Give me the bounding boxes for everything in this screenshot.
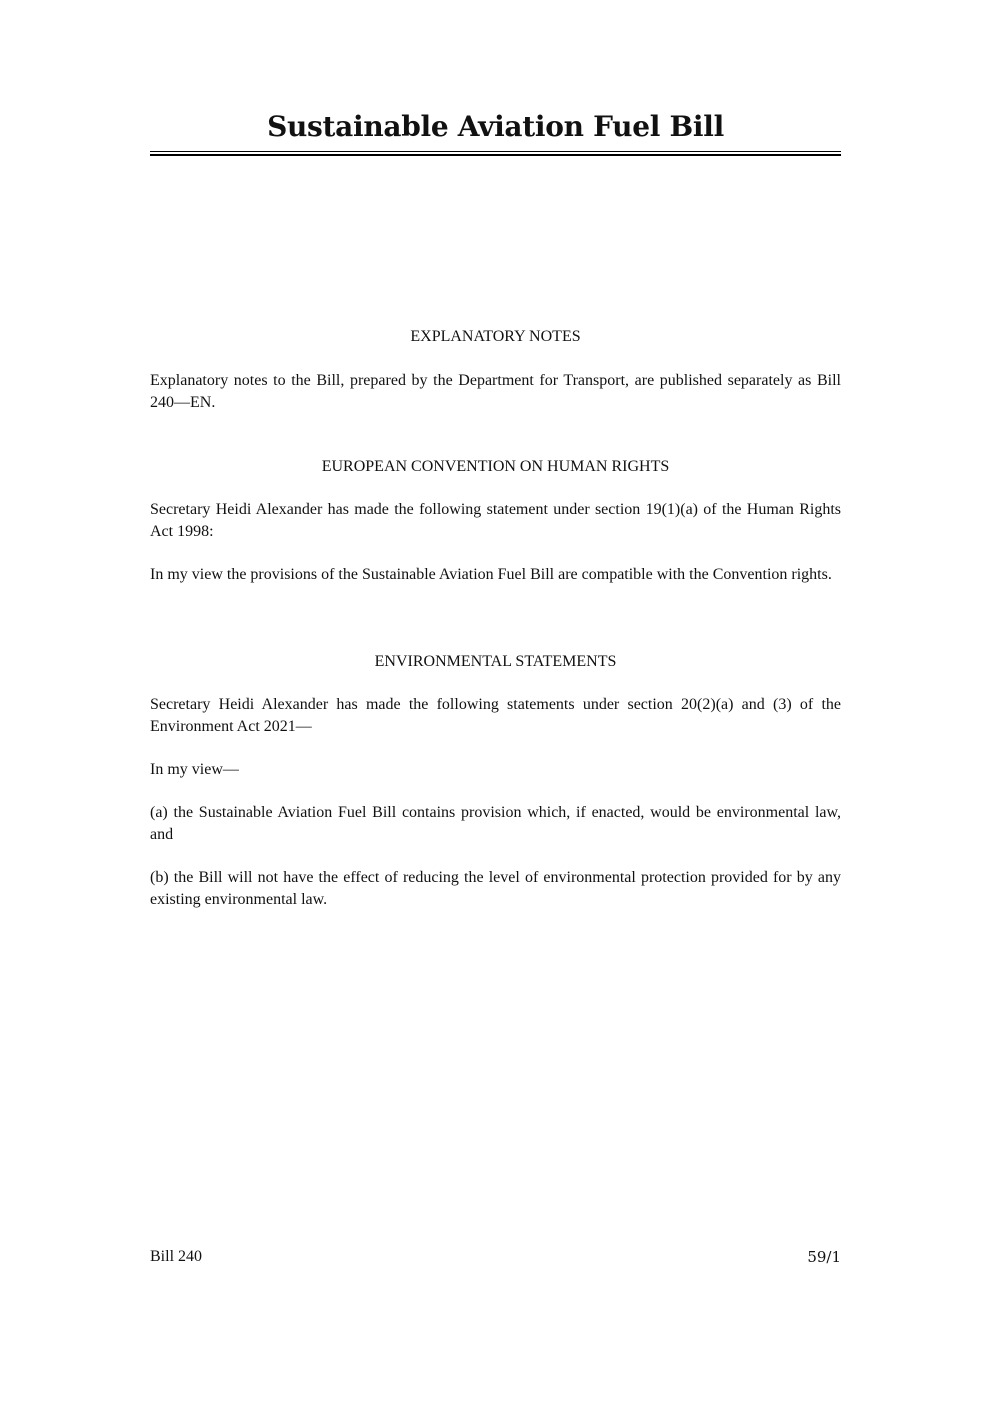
footer-page-ref: 59/1 — [807, 1248, 841, 1266]
document-title: Sustainable Aviation Fuel Bill — [267, 110, 724, 143]
footer-bill-number: Bill 240 — [150, 1248, 203, 1265]
title-rule-thick — [150, 154, 841, 156]
echr-heading: EUROPEAN CONVENTION ON HUMAN RIGHTS — [321, 458, 670, 475]
environmental-paragraph-1: Secretary Heidi Alexander has made the following statements under section 20(2)(a) and (3) of the Environment Act 2021— — [150, 696, 841, 735]
explanatory-notes-text: Explanatory notes to the Bill, prepared by the Department for Transport, are published separately as Bill 240—EN. — [150, 372, 841, 411]
echr-paragraph-1: Secretary Heidi Alexander has made the following statement under section 19(1)(a) of the Human Rights Act 1998: — [150, 501, 841, 540]
environmental-paragraph-2: In my view— — [150, 761, 239, 778]
environmental-paragraph-3: (a) the Sustainable Aviation Fuel Bill contains provision which, if enacted, would be environmental law, and — [150, 804, 841, 843]
environmental-heading: ENVIRONMENTAL STATEMENTS — [374, 653, 617, 670]
explanatory-notes-heading: EXPLANATORY NOTES — [410, 328, 581, 345]
environmental-paragraph-4: (b) the Bill will not have the effect of reducing the level of environmental protection provided for by any existing environmental law. — [150, 869, 841, 908]
echr-paragraph-2: In my view the provisions of the Sustainable Aviation Fuel Bill are compatible with the Convention rights. — [150, 566, 832, 583]
title-rule-thin — [150, 151, 841, 152]
